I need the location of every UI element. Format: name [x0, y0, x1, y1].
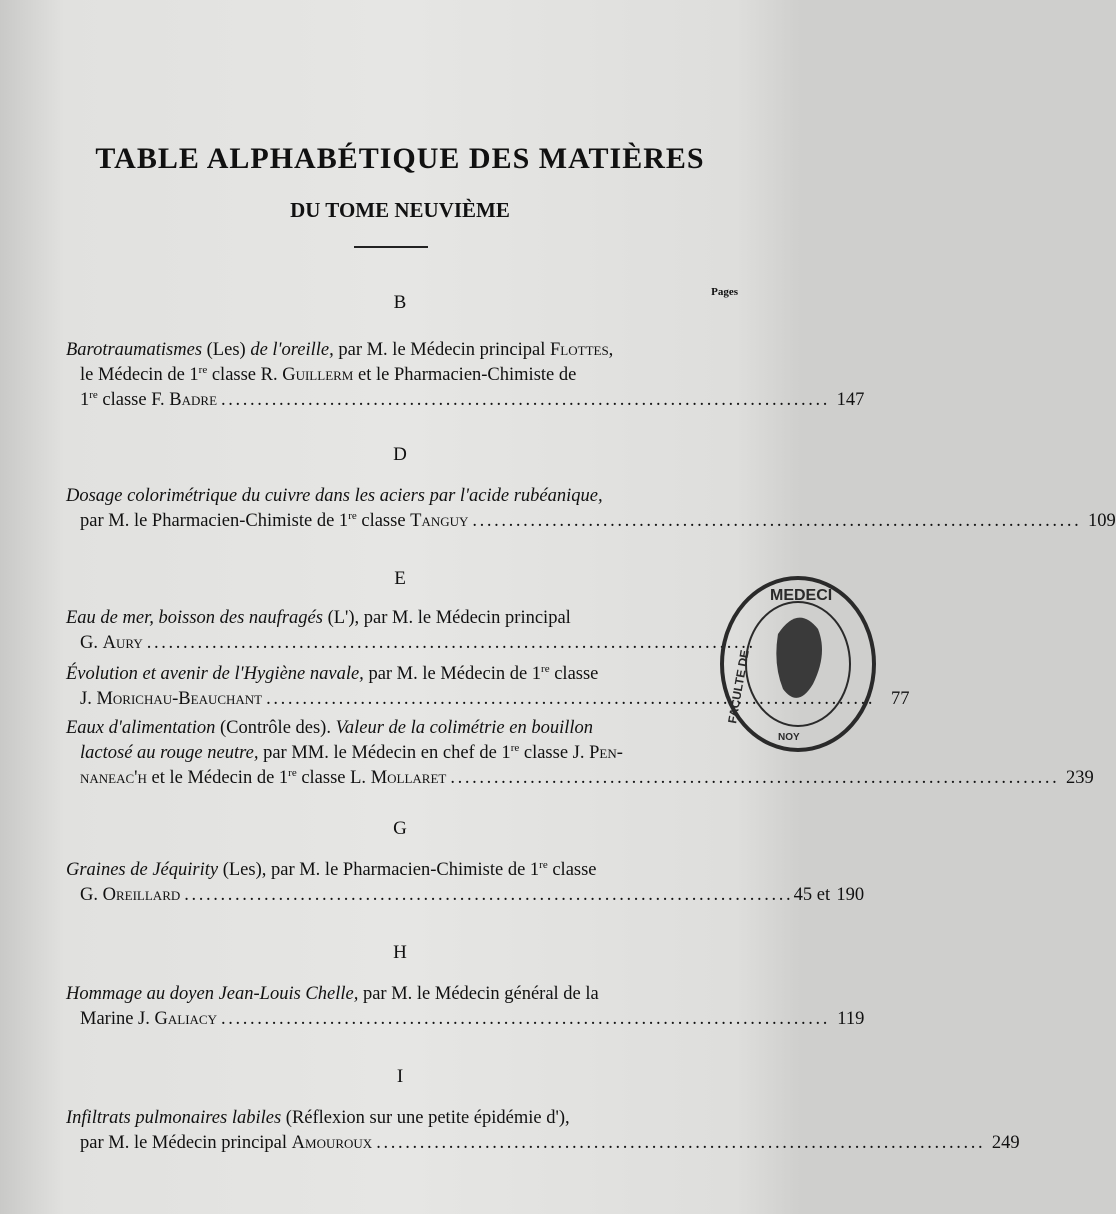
library-stamp: [718, 574, 848, 754]
section-letter-d: D: [393, 444, 407, 465]
entry-page-number: 190: [836, 885, 865, 905]
entry-title: Eau de mer, boisson des naufragés: [66, 608, 323, 628]
entry-author: Badre: [169, 390, 218, 410]
leader-dots: [450, 766, 1055, 791]
leader-dots: [472, 509, 1077, 534]
entry-author: naneac'h: [80, 768, 147, 788]
toc-entry-eaux-alimentation[interactable]: Eaux d'alimentation (Contrôle des). Valeur de la colimétrie en bouillon lactosé au rouge neutre, par MM. le Médecin en chef de 1re classe J. Pen- naneac'h et le Médecin de 1re classe L. Mollaret . . . 239: [66, 716, 724, 791]
entry-title: Eaux d'alimentation: [66, 718, 216, 738]
entry-author: Mollaret: [370, 768, 447, 788]
entry-page-number: 109: [1088, 511, 1116, 531]
entry-title: Évolution et avenir de l'Hygiène navale,: [66, 664, 364, 684]
entry-title: Dosage colorimétrique du cuivre dans les aciers par l'acide rubéanique,: [66, 486, 603, 506]
section-letter-i: I: [396, 1066, 404, 1087]
entry-author: Guillerm: [282, 365, 354, 385]
entry-page-number: 119: [837, 1009, 865, 1029]
stamp-text-bottom: NOY: [778, 732, 800, 743]
section-letter-h: H: [393, 942, 407, 963]
stamp-text-left: FACULTE DE: [725, 648, 752, 725]
leader-dots: [147, 631, 752, 656]
title-rule: [354, 246, 428, 248]
toc-entry-graines[interactable]: Graines de Jéquirity (Les), par M. le Pharmacien-Chimiste de 1re classe G. Oreillard . . . 45 et 190: [66, 858, 724, 908]
entry-author: Morichau-Beauchant: [96, 689, 263, 709]
entry-author: Amouroux: [291, 1133, 373, 1153]
page-title: TABLE ALPHABÉTIQUE DES MATIÈRES: [95, 142, 705, 175]
toc-entry-evolution[interactable]: Évolution et avenir de l'Hygiène navale, par M. le Médecin de 1re classe J. Morichau-Beauchant . . . 77: [66, 662, 724, 712]
entry-author: Aury: [102, 633, 143, 653]
entry-title: Hommage au doyen Jean-Louis Chelle,: [66, 984, 359, 1004]
entry-author: Pen-: [589, 743, 623, 763]
entry-page-number: 77: [891, 689, 910, 709]
section-letter-g: G: [393, 818, 407, 839]
entry-title: Graines de Jéquirity: [66, 860, 219, 880]
entry-page-number-first: 45 et: [793, 885, 831, 905]
entry-title: Barotraumatismes: [66, 340, 203, 360]
section-letter-b: B: [393, 292, 407, 313]
leader-dots: [376, 1131, 981, 1156]
toc-entry-hommage[interactable]: Hommage au doyen Jean-Louis Chelle, par M. le Médecin général de la Marine J. Galiacy . . . 119: [66, 982, 724, 1032]
entry-author: Tanguy: [410, 511, 469, 531]
entry-author: Flottes,: [550, 340, 614, 360]
entry-author: Galiacy: [154, 1009, 217, 1029]
laurel-head-emblem: [776, 618, 822, 698]
toc-entry-infiltrats[interactable]: Infiltrats pulmonaires labiles (Réflexion sur une petite épidémie d'), par M. le Médecin principal Amouroux . . . 249: [66, 1106, 724, 1156]
toc-entry-barotraumatismes[interactable]: Barotraumatismes (Les) de l'oreille, par M. le Médecin principal Flottes, le Médecin de 1re classe R. Guillerm et le Pharmacien-Chimiste de 1re classe F. Badre . . . 147: [66, 338, 724, 413]
stamp-text-top: MEDECI: [770, 587, 833, 604]
toc-entry-eau-de-mer[interactable]: Eau de mer, boisson des naufragés (L'), par M. le Médecin principal G. Aury . . .: [66, 606, 724, 656]
entry-page-number: 147: [836, 390, 865, 410]
entry-page-number: 249: [991, 1133, 1020, 1153]
page-subtitle: DU TOME NEUVIÈME: [290, 198, 510, 222]
pages-column-label: Pages: [711, 286, 738, 298]
entry-title: Infiltrats pulmonaires labiles: [66, 1108, 282, 1128]
leader-dots: [221, 388, 826, 413]
entry-author: Oreillard: [102, 885, 181, 905]
toc-entry-dosage[interactable]: Dosage colorimétrique du cuivre dans les aciers par l'acide rubéanique, par M. le Pharmacien-Chimiste de 1re classe Tanguy . . . 109: [66, 484, 724, 534]
leader-dots: [184, 883, 789, 908]
leader-dots: [221, 1007, 826, 1032]
entry-page-number: 239: [1065, 768, 1094, 788]
section-letter-e: E: [394, 568, 406, 589]
